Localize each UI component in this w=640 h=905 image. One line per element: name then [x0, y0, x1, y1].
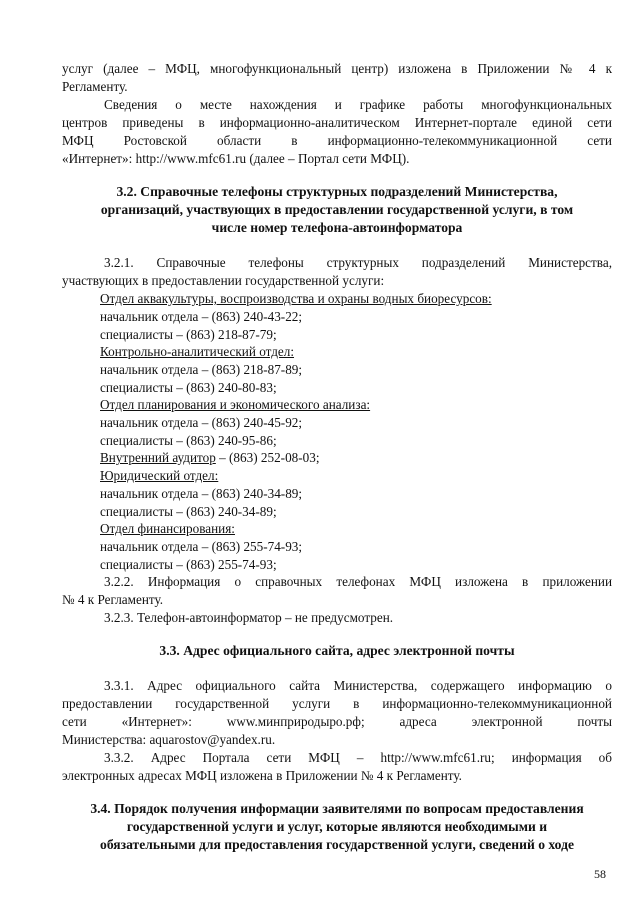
paragraph-line: электронных адресах МФЦ изложена в Приложении № 4 к Регламенту. — [62, 768, 462, 783]
department-name: Юридический отдел: — [100, 468, 219, 483]
auditor-label: Внутренний аудитор — [100, 450, 216, 465]
paragraph-line: сети «Интернет»: www.минприродыро.рф; адреса электронной почты — [62, 714, 612, 729]
department-name: Отдел финансирования: — [100, 521, 235, 536]
paragraph-line: № 4 к Регламенту. — [62, 592, 164, 607]
department-staff-phone: специалисты – (863) 255-74-93; — [100, 557, 277, 572]
department-head-phone: начальник отдела – (863) 240-45-92; — [100, 415, 303, 430]
auditor-phone: – (863) 252-08-03; — [215, 450, 320, 465]
intro-line: «Интернет»: http://www.mfc61.ru (далее – Портал сети МФЦ). — [62, 151, 410, 166]
department-head-phone: начальник отдела – (863) 240-34-89; — [100, 486, 303, 501]
paragraph-line: 3.2.1. Справочные телефоны структурных подразделений Министерства, — [104, 255, 612, 270]
department-name: Отдел планирования и экономического анализа: — [100, 397, 371, 412]
paragraph-line: 3.3.2. Адрес Портала сети МФЦ – http://www.mfc61.ru; информация об — [104, 750, 612, 765]
paragraph-line: Министерства: aquarostov@yandex.ru. — [62, 732, 276, 747]
intro-line: МФЦ Ростовской области в информационно-телекоммуникационной сети — [62, 133, 612, 148]
department-name: Контрольно-аналитический отдел: — [100, 344, 295, 359]
section-heading: государственной услуги и услуг, которые являются необходимыми и — [126, 819, 548, 834]
page-number: 58 — [594, 867, 606, 881]
paragraph-line: 3.2.3. Телефон-автоинформатор – не предусмотрен. — [104, 610, 394, 625]
section-heading: 3.2. Справочные телефоны структурных подразделений Министерства, — [116, 184, 558, 199]
paragraph-line: 3.2.2. Информация о справочных телефонах МФЦ изложена в приложении — [104, 574, 612, 589]
department-staff-phone: специалисты – (863) 240-34-89; — [100, 504, 277, 519]
department-staff-phone: специалисты – (863) 240-80-83; — [100, 380, 277, 395]
paragraph-line: предоставлении государственной услуги в информационно-телекоммуникационной — [62, 696, 612, 711]
paragraph-line: 3.3.1. Адрес официального сайта Министерства, содержащего информацию о — [104, 678, 612, 693]
section-heading: организаций, участвующих в предоставлении государственной услуги, в том — [100, 202, 574, 217]
section-heading: обязательными для предоставления государственной услуги, сведений о ходе — [100, 837, 574, 852]
auditor-line — [100, 449, 320, 467]
department-name: Отдел аквакультуры, воспроизводства и охраны водных биоресурсов: — [100, 291, 492, 306]
intro-line: услуг (далее – МФЦ, многофункциональный центр) изложена в Приложении № 4 к — [62, 61, 612, 76]
department-head-phone: начальник отдела – (863) 240-43-22; — [100, 309, 303, 324]
section-heading: 3.4. Порядок получения информации заявителями по вопросам предоставления — [90, 801, 584, 816]
intro-line: Сведения о месте нахождения и графике работы многофункциональных — [104, 97, 612, 112]
section-heading: числе номер телефона-автоинформатора — [211, 220, 463, 235]
department-head-phone: начальник отдела – (863) 218-87-89; — [100, 362, 303, 377]
department-staff-phone: специалисты – (863) 240-95-86; — [100, 433, 277, 448]
department-staff-phone: специалисты – (863) 218-87-79; — [100, 327, 277, 342]
intro-line: центров приведены в информационно-аналитическом Интернет-портале единой сети — [62, 115, 612, 130]
paragraph-line: участвующих в предоставлении государственной услуги: — [62, 273, 385, 288]
intro-line: Регламенту. — [62, 79, 128, 94]
department-head-phone: начальник отдела – (863) 255-74-93; — [100, 539, 303, 554]
section-heading: 3.3. Адрес официального сайта, адрес электронной почты — [159, 643, 515, 658]
